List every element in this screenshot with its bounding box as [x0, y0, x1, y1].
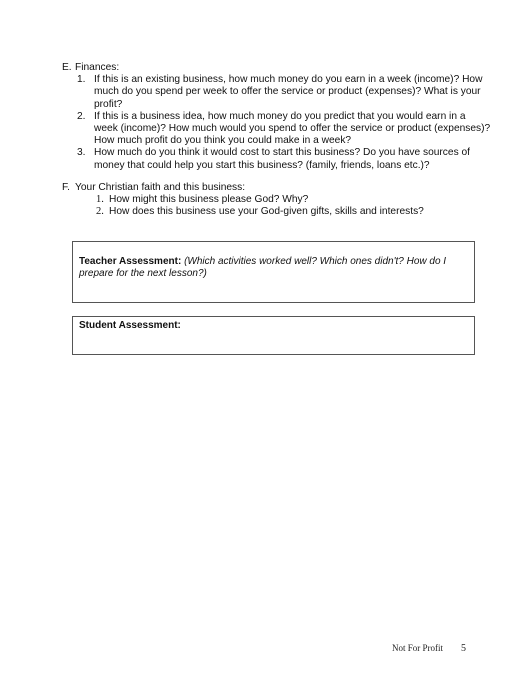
item-number: 1. [77, 74, 86, 86]
list-item [62, 74, 492, 111]
finances-letter: E. [62, 62, 72, 73]
item-text: If this is an existing business, how much money do you earn in a week (income)? How much do you spend per week to offer the service or product (expenses)? What is your profit? [94, 74, 483, 110]
page-number: 5 [461, 643, 467, 654]
list-item [62, 194, 492, 206]
item-number: 3. [77, 147, 86, 159]
list-item [62, 111, 492, 148]
footer-text: Not For Profit [392, 643, 444, 653]
item-text: How might this business please God? Why? [109, 194, 309, 206]
student-assessment-label: Student Assessment: [79, 320, 181, 331]
teacher-assessment-label: Teacher Assessment: [79, 256, 182, 267]
item-text: How does this business use your God-given gifts, skills and interests? [109, 206, 424, 218]
finances-heading [62, 62, 492, 74]
item-number: 2. [96, 206, 104, 218]
list-item [62, 147, 492, 171]
item-text: How much do you think it would cost to start this business? Do you have sources of money that could help you start this business? (family, friends, loans etc.)? [94, 147, 470, 171]
finances-list [62, 74, 492, 172]
student-assessment-box[interactable] [72, 316, 475, 355]
item-number: 2. [77, 110, 86, 122]
list-item [62, 206, 492, 218]
faith-list [62, 194, 492, 218]
faith-letter: F. [62, 182, 70, 193]
item-number: 1. [96, 194, 104, 206]
faith-section [62, 182, 492, 219]
faith-title: Your Christian faith and this business: [75, 182, 246, 193]
faith-heading [62, 182, 492, 194]
item-text: If this is a business idea, how much money do you predict that you would earn in a week (income)? How much would you spend to offer the service or product (expenses)? How much profit do you think you could make in a week? [94, 110, 491, 147]
page-footer [392, 643, 466, 654]
teacher-assessment-box[interactable] [72, 241, 475, 303]
teacher-assessment-prompt: (Which activities worked well? Which ones didn't? How do I prepare for the next lesson?) [79, 256, 447, 279]
finances-section [62, 62, 492, 172]
finances-title: Finances: [75, 62, 120, 73]
